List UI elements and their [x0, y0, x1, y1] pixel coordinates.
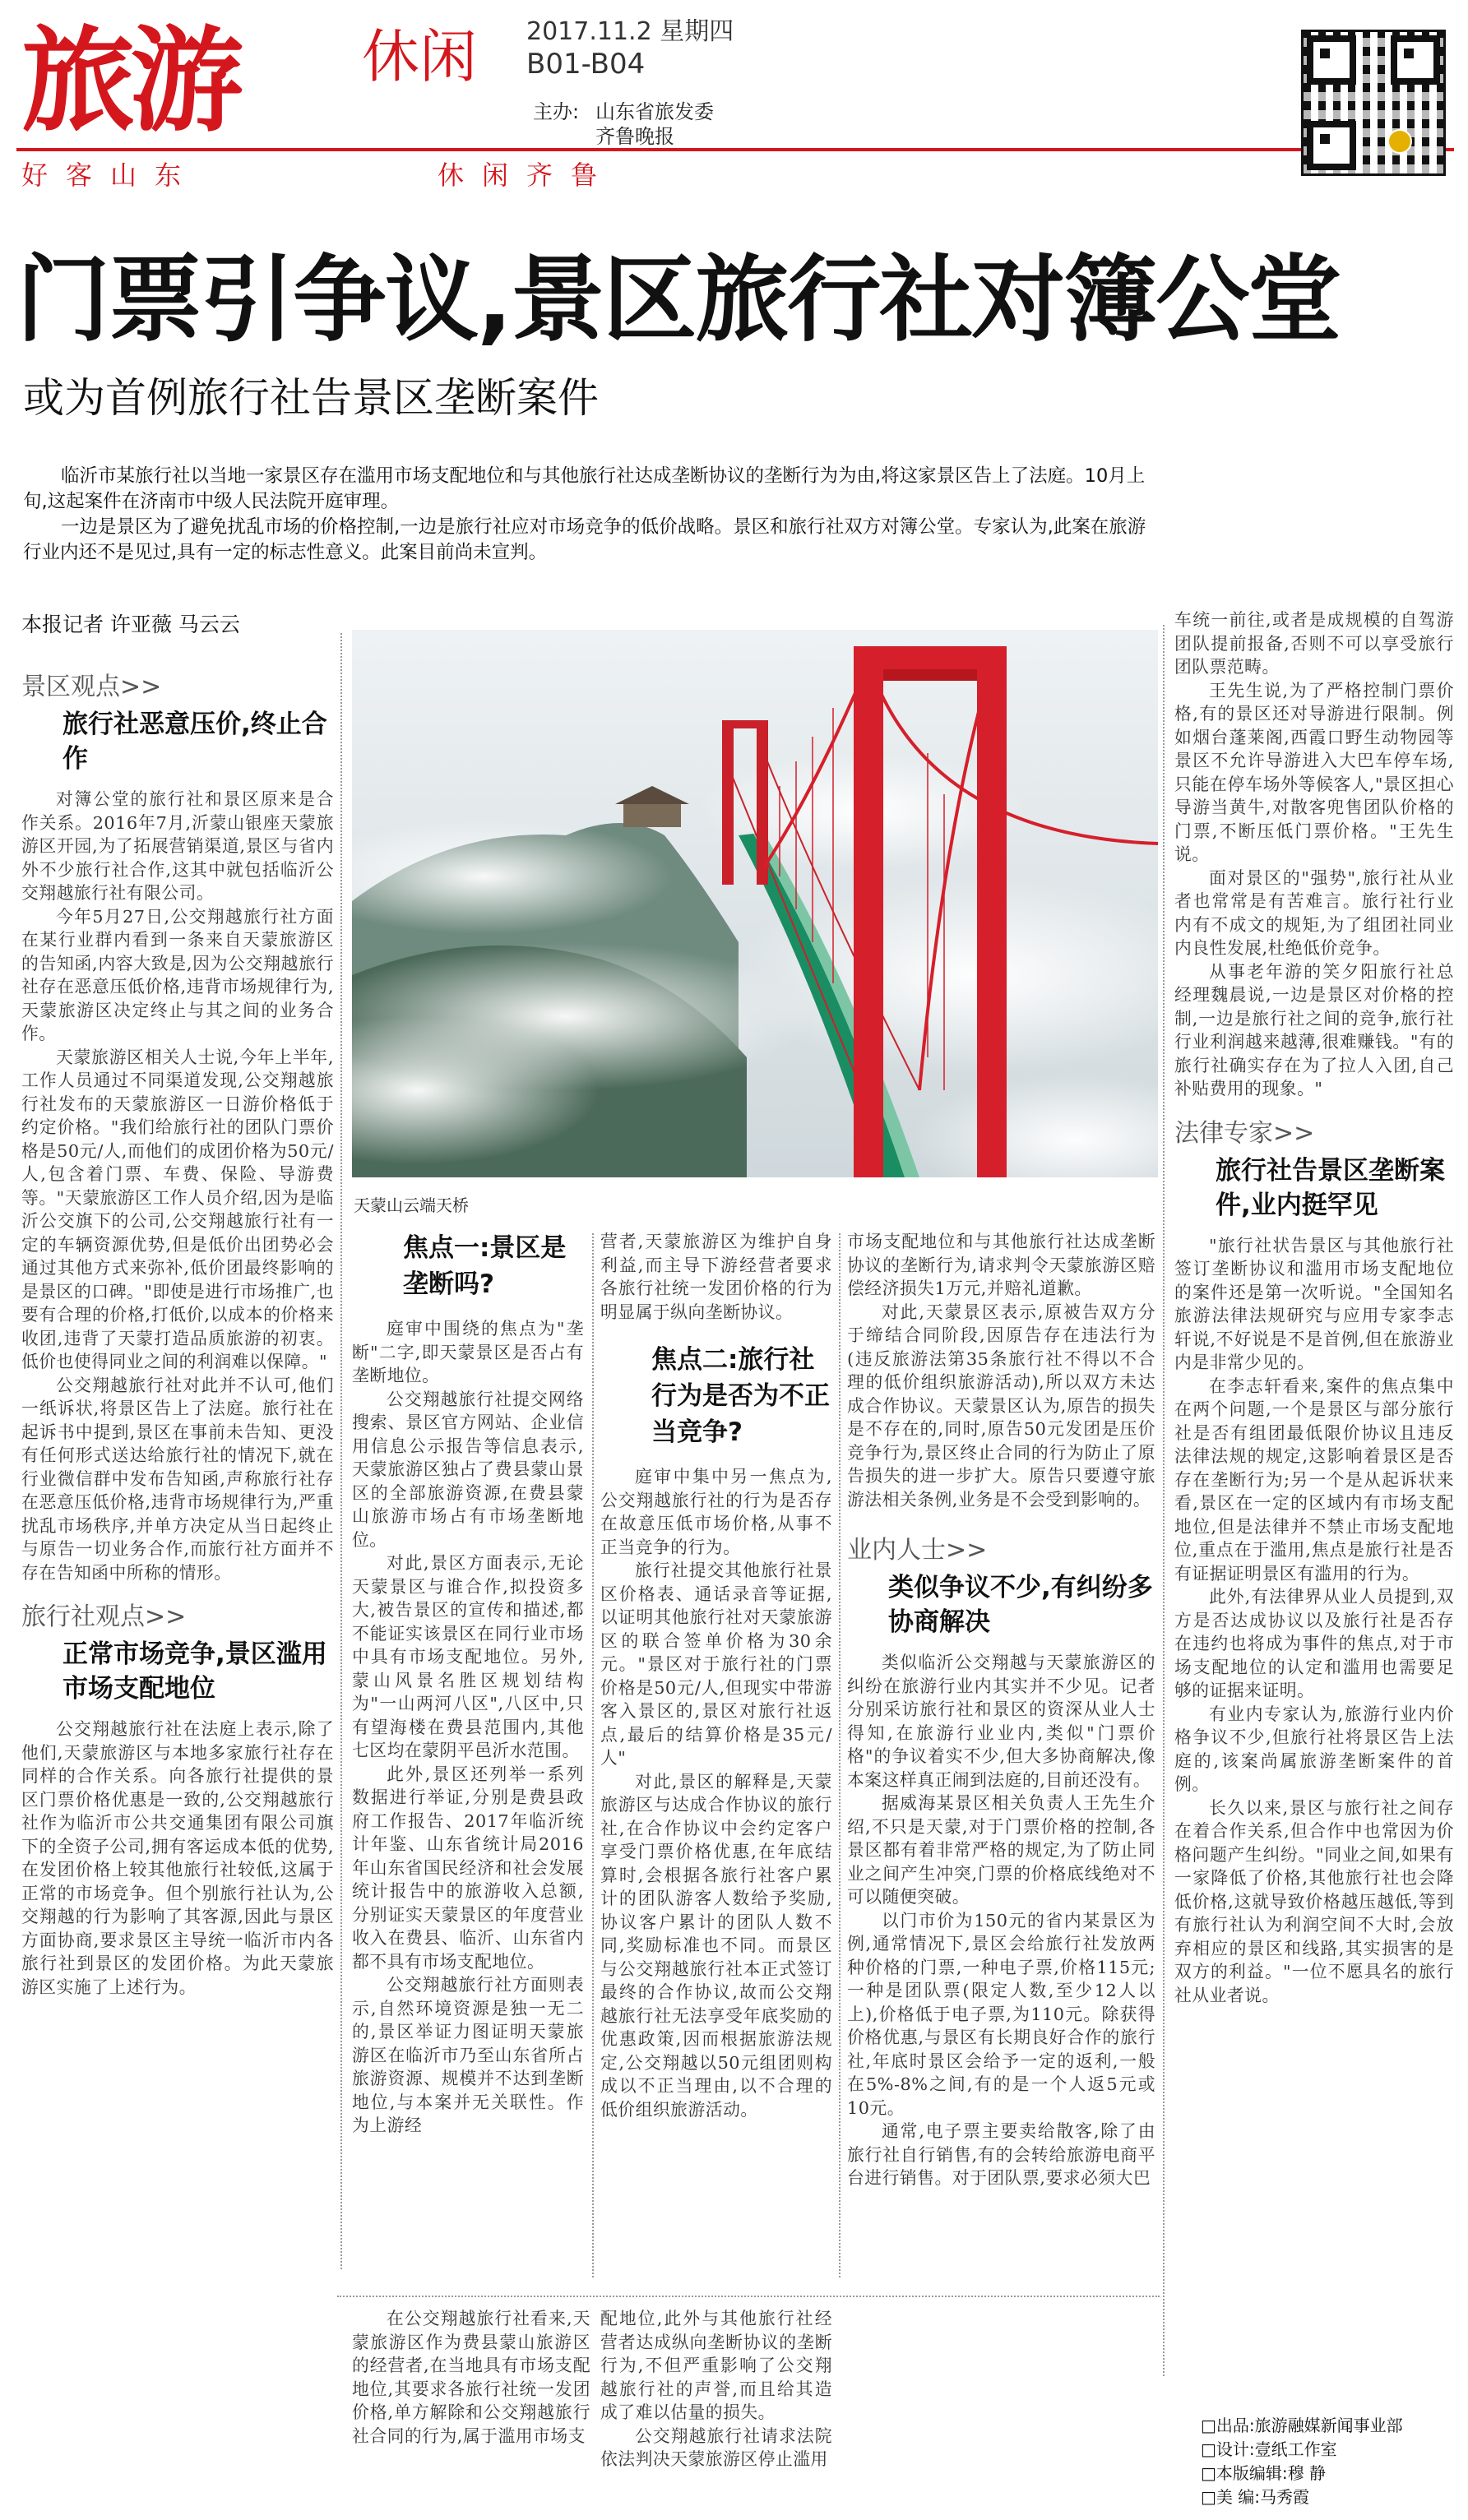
paragraph: 车统一前往,或者是成规模的自驾游团队提前报备,否则不可以享受旅行团队票范畴。 — [1174, 610, 1454, 677]
section-label: 旅行社观点>> — [21, 1602, 187, 1631]
credit-line: □设计:壹纸工作室 — [1201, 2439, 1337, 2459]
lead-paragraphs — [23, 464, 1158, 566]
photo-caption: 天蒙山云端天桥 — [354, 1195, 469, 1215]
section-title: 正常市场竞争,景区滥用市场支配地位 — [63, 1639, 327, 1704]
paragraph: 此外,有法律界从业人员提到,双方是否达成协议以及旅行社是否存在违约也将成为事件的焦点,对于市场支配地位的认定和滥用也需要足够的证据来证明。 — [1174, 1587, 1454, 1700]
section-label: 法律专家>> — [1174, 1118, 1315, 1148]
paragraph: 公交翔越旅行社对此并不认可,他们一纸诉状,将景区告上了法庭。旅行社在起诉书中提到,景区在事前未告知、更没有任何形式送达给旅行社的情况下,就在行业微信群中发布告知函,声称旅行社存在恶意压低价格,违背市场规律行为,严重扰乱市场秩序,并单方决定从当日起终止与原告一切业务合作,而旅行社方面并不存在告知函中所称的情形。 — [21, 1375, 334, 1583]
paragraph: 长久以来,景区与旅行社之间存在着合作关系,但合作中也常因为价格问题产生纠纷。"同业之间,如果有一家降低了价格,其他旅行社也会降低价格,这就导致价格越压越低,等到有旅行社认为利润空间不大时,会放弃相应的景区和线路,其实损害的是双方的利益。"一位不愿具名的旅行社从业者说。 — [1174, 1797, 1454, 2005]
byline: 本报记者 许亚薇 马云云 — [21, 613, 240, 636]
paragraph: 从事老年游的笑夕阳旅行社总经理魏晨说,一边是景区对价格的控制,一边是旅行社之间的竞争,旅行社行业利润越来越薄,很难赚钱。"有的旅行社确实存在为了拉人入团,自己补贴费用的现象。" — [1174, 961, 1454, 1098]
credit-line: □美 编:马秀霞 — [1201, 2487, 1309, 2507]
column-divider — [839, 1233, 841, 2277]
column-divider — [340, 633, 342, 2269]
section-title: 旅行社告景区垄断案件,业内挺罕见 — [1216, 1155, 1445, 1220]
paragraph: 据威海某景区相关负责人王先生介绍,不只是天蒙,对于门票价格的控制,各景区都有着非常严格的规定,为了防止同业之间产生冲突,门票的价格底线绝对不可以随便突破。 — [847, 1793, 1155, 1907]
focus-title: 焦点一:景区是垄断吗? — [403, 1233, 567, 1299]
section-title: 旅行社恶意压价,终止合作 — [63, 710, 327, 774]
bottom-divider — [337, 2296, 1160, 2299]
page-range: B01-B04 — [526, 48, 646, 81]
column-3 — [600, 1230, 832, 2121]
column-divider — [1163, 625, 1165, 2376]
body-text — [847, 1651, 1155, 2190]
paragraph: 公交翔越旅行社在法庭上表示,除了他们,天蒙旅游区与本地多家旅行社存在同样的合作关系。向各旅行社提供的景区门票价格优惠是一致的,公交翔越旅行社作为临沂市公共交通集团有限公司旗下的全资子公司,拥有客运成本低的优势,在发团价格上较其他旅行社较低,这属于正常的市场竞争。但个别旅行社认为,公交翔越的行为影响了其客源,因此与景区方面协商,要求景区主导统一临沂市内各旅行社到景区的发团价格。为此天蒙旅游区实施了上述行为。 — [21, 1719, 334, 1997]
paragraph: 公交翔越旅行社提交网络搜索、景区官方网站、企业信用信息公示报告等信息表示,天蒙旅游区独占了费县蒙山景区的全部旅游资源,在费县蒙山旅游市场占有市场垄断地位。 — [352, 1389, 584, 1550]
bottom-column-b — [600, 2307, 832, 2471]
paragraph: 营者,天蒙旅游区为维护自身利益,而主导下游经营者要求各旅行社统一发团价格的行为明显属于纵向垄断协议。 — [600, 1232, 832, 1322]
paragraph: 在李志轩看来,案件的焦点集中在两个问题,一个是景区与部分旅行社是否有组团最低限价协议且违反法律法规的规定,这影响着景区是否存在垄断行为;另一个是从起诉状来看,景区在一定的区域内有市场支配地位,但是法律并不禁止市场支配地位,重点在于滥用,焦点是旅行社是否有证据证明景区有滥用的行为。 — [1174, 1376, 1454, 1584]
subheadline: 或为首例旅行社告景区垄断案件 — [23, 374, 599, 422]
masthead-divider — [16, 148, 1454, 151]
paragraph: 天蒙旅游区相关人士说,今年上半年,工作人员通过不同渠道发现,公交翔越旅行社发布的天蒙旅游区一日游价格低于约定价格。"我们给旅行社的团队门票价格是50元/人,而他们的成团价格为50元/人,包含着门票、车费、保险、导游费等。"天蒙旅游区工作人员介绍,因为是临沂公交旗下的公司,公交翔越旅行社有一定的车辆资源优势,但是低价出团势必会通过其他方式来弥补,低价团最终影响的是景区的口碑。"即使是进行市场推广,也要有合理的价格,打低价,以成本的价格来收团,违背了天蒙打造品质旅游的初衷。低价也使得同业之间的利润难以保障。" — [21, 1047, 334, 1371]
body-text — [21, 788, 334, 1584]
body-text — [1174, 608, 1454, 1101]
paragraph: 此外,景区还列举一系列数据进行举证,分别是费县政府工作报告、2017年临沂统计年鉴、山东省统计局2016年山东省国民经济和社会发展统计报告中的旅游收入总额,分别证实天蒙景区的年度营业收入在费县、临沂、山东省内都不具有市场支配地位。 — [352, 1764, 584, 1972]
paragraph: 有业内专家认为,旅游行业内价格争议不少,但旅行社将景区告上法庭的,该案尚属旅游垄断案件的首例。 — [1174, 1704, 1454, 1794]
column-5 — [1174, 608, 1454, 2007]
body-text — [847, 1230, 1155, 1511]
paragraph: 配地位,此外与其他旅行社经营者达成纵向垄断协议的垄断行为,不但严重影响了公交翔越旅行社的声誉,而且给其造成了难以估量的损失。 — [600, 2309, 832, 2422]
lead-paragraph: 一边是景区为了避免扰乱市场的价格控制,一边是旅行社应对市场竞争的低价战略。景区和旅行社双方对簿公堂。专家认为,此案在旅游行业内还不是见过,具有一定的标志性意义。此案目前尚未宣判。 — [23, 516, 1146, 563]
body-text — [352, 1317, 584, 2138]
sponsor-1: 山东省旅发委 — [595, 100, 714, 123]
column-1 — [21, 666, 334, 1999]
credit-line: □出品:旅游融媒新闻事业部 — [1201, 2416, 1403, 2435]
paragraph: 在公交翔越旅行社看来,天蒙旅游区作为费县蒙山旅游区的经营者,在当地具有市场支配地位,其要求各旅行社统一发团价格,单方解除和公交翔越旅行社合同的行为,属于滥用市场支 — [352, 2309, 590, 2446]
masthead-logo: 旅游 — [21, 15, 239, 147]
paragraph: 旅行社提交其他旅行社景区价格表、通话录音等证据,以证明其他旅行社对天蒙旅游区的联合签单价格为30余元。"景区对于旅行社的门票价格是50元/人,但现实中带游客入景区的,景区对旅行社返点,最后的结算价格是35元/人" — [600, 1561, 832, 1768]
paragraph: 王先生说,为了严格控制门票价格,有的景区还对导游进行限制。例如烟台蓬莱阁,西霞口野生动物园等景区不允许导游进入大巴车停车场,只能在停车场外等候客人,"景区担心导游当黄牛,对散客兜售团队价格的门票,不断压低门票价格。"王先生说。 — [1174, 680, 1454, 864]
sponsor-2: 齐鲁晚报 — [595, 125, 674, 148]
paragraph: "旅行社状告景区与其他旅行社签订垄断协议和滥用市场支配地位的案件还是第一次听说。"全国知名旅游法律法规研究与应用专家李志轩说,不好说是不是首例,但在旅游业内是非常少见的。 — [1174, 1235, 1454, 1372]
paragraph: 以门市价为150元的省内某景区为例,通常情况下,景区会给旅行社发放两种价格的门票,一种电子票,价格115元;一种是团队票(限定人数,至少12人以上),价格低于电子票,为110元。除获得价格优惠,与景区有长期良好合作的旅行社,年底时景区会给予一定的返利,一般在5%-8%之间,有的是一个人返5元或10元。 — [847, 1910, 1155, 2118]
sponsor-label: 主办: — [533, 100, 580, 123]
qr-code-icon — [1301, 30, 1446, 176]
section-label: 景区观点>> — [21, 673, 162, 701]
body-text — [1174, 1234, 1454, 2008]
bridge-illustration — [352, 630, 1158, 1177]
slogan-left: 好客山东 — [21, 160, 200, 191]
issue-date: 2017.11.2 星期四 — [526, 17, 734, 46]
paragraph: 今年5月27日,公交翔越旅行社方面在某行业群内看到一条来自天蒙旅游区的告知函,内容大致是,因为公交翔越旅行社存在恶意压低价格,违背市场规律行为,天蒙旅游区决定终止与其之间的业务合作。 — [21, 906, 334, 1043]
section-name: 休闲 — [362, 23, 477, 90]
paragraph: 面对景区的"强势",旅行社从业者也常常是有苦难言。旅行社行业内有不成文的规矩,为了组团社同业内良性发展,杜绝低价竞争。 — [1174, 867, 1454, 958]
body-text — [600, 1230, 832, 1324]
paragraph: 庭审中集中另一焦点为,公交翔越旅行社的行为是否存在故意压低市场价格,从事不正当竞争的行为。 — [600, 1467, 832, 1557]
column-divider — [592, 1233, 594, 2277]
bottom-column-a — [352, 2307, 590, 2448]
column-2 — [352, 1230, 584, 2138]
paragraph: 市场支配地位和与其他旅行社达成垄断协议的垄断行为,请求判令天蒙旅游区赔偿经济损失1万元,并赔礼道歉。 — [847, 1232, 1155, 1298]
paragraph: 类似临沂公交翔越与天蒙旅游区的纠纷在旅游行业内其实并不少见。记者分别采访旅行社和景区的资深从业人士得知,在旅游行业业内,类似"门票价格"的争议着实不少,但大多协商解决,像本案这样真正闹到法庭的,目前还没有。 — [847, 1653, 1155, 1790]
paragraph: 通常,电子票主要卖给散客,除了由旅行社自行销售,有的会转给旅游电商平台进行销售。对于团队票,要求必须大巴 — [847, 2121, 1155, 2188]
bridge-photo — [352, 630, 1158, 1177]
column-4 — [847, 1230, 1155, 2190]
credits-box — [1201, 2414, 1403, 2509]
focus-title: 焦点二:旅行社行为是否为不正当竞争? — [651, 1345, 830, 1447]
section-label: 业内人士>> — [847, 1536, 988, 1565]
paragraph: 对此,天蒙景区表示,原被告双方分于缔结合同阶段,因原告存在违法行为(违反旅游法第35条旅行社不得以不合理的低价组织旅游活动),所以双方未达成合作协议。天蒙景区认为,原告的损失是不存在的,同时,原告50元发团是压价竞争行为,景区终止合同的行为防止了原告损失的进一步扩大。原告只要遵守旅游法相关条例,业务是不会受到影响的。 — [847, 1302, 1155, 1510]
paragraph: 庭审中围绕的焦点为"垄断"二字,即天蒙景区是否占有垄断地位。 — [352, 1319, 584, 1385]
paragraph: 对此,景区的解释是,天蒙旅游区与达成合作协议的旅行社,在合作协议中会约定客户享受门票价格优惠,在年底结算时,会根据各旅行社客户累计的团队游客人数给予奖励,协议客户累计的团队人数不同,奖励标准也不同。而景区与公交翔越旅行社本正式签订最终的合作协议,故而公交翔越旅行社无法享受年底奖励的优惠政策,因而根据旅游法规定,公交翔越以50元组团则构成以不正当理由,以不合理的低价组织旅游活动。 — [600, 1771, 832, 2120]
lead-paragraph: 临沂市某旅行社以当地一家景区存在滥用市场支配地位和与其他旅行社达成垄断协议的垄断行为为由,将这家景区告上了法庭。10月上旬,这起案件在济南市中级人民法院开庭审理。 — [23, 465, 1146, 512]
slogan-right: 休闲齐鲁 — [438, 160, 616, 191]
body-text — [600, 1465, 832, 2121]
paragraph: 公交翔越旅行社方面则表示,自然环境资源是独一无二的,景区举证力图证明天蒙旅游区在临沂市乃至山东省所占旅游资源、规模并不达到垄断地位,与本案并无关联性。作为上游经 — [352, 1975, 584, 2135]
paragraph: 公交翔越旅行社请求法院依法判决天蒙旅游区停止滥用 — [600, 2425, 832, 2469]
credit-line: □本版编辑:穆 静 — [1201, 2463, 1326, 2483]
section-title: 类似争议不少,有纠纷多协商解决 — [888, 1573, 1153, 1637]
headline: 门票引争议,景区旅行社对簿公堂 — [16, 245, 1341, 354]
paragraph: 对此,景区方面表示,无论天蒙景区与谁合作,拟投资多大,被告景区的宣传和描述,都不能证实该景区在同行业市场中具有市场支配地位。另外,蒙山风景名胜区规划结构为"一山两河八区",八区中,只有望海楼在费县范围内,其他七区均在蒙阴平邑沂水范围。 — [352, 1553, 584, 1760]
paragraph: 对簿公堂的旅行社和景区原来是合作关系。2016年7月,沂蒙山银座天蒙旅游区开园,为了拓展营销渠道,景区与省内外不少旅行社合作,这其中就包括临沂公交翔越旅行社有限公司。 — [21, 789, 334, 903]
body-text — [21, 1718, 334, 1999]
